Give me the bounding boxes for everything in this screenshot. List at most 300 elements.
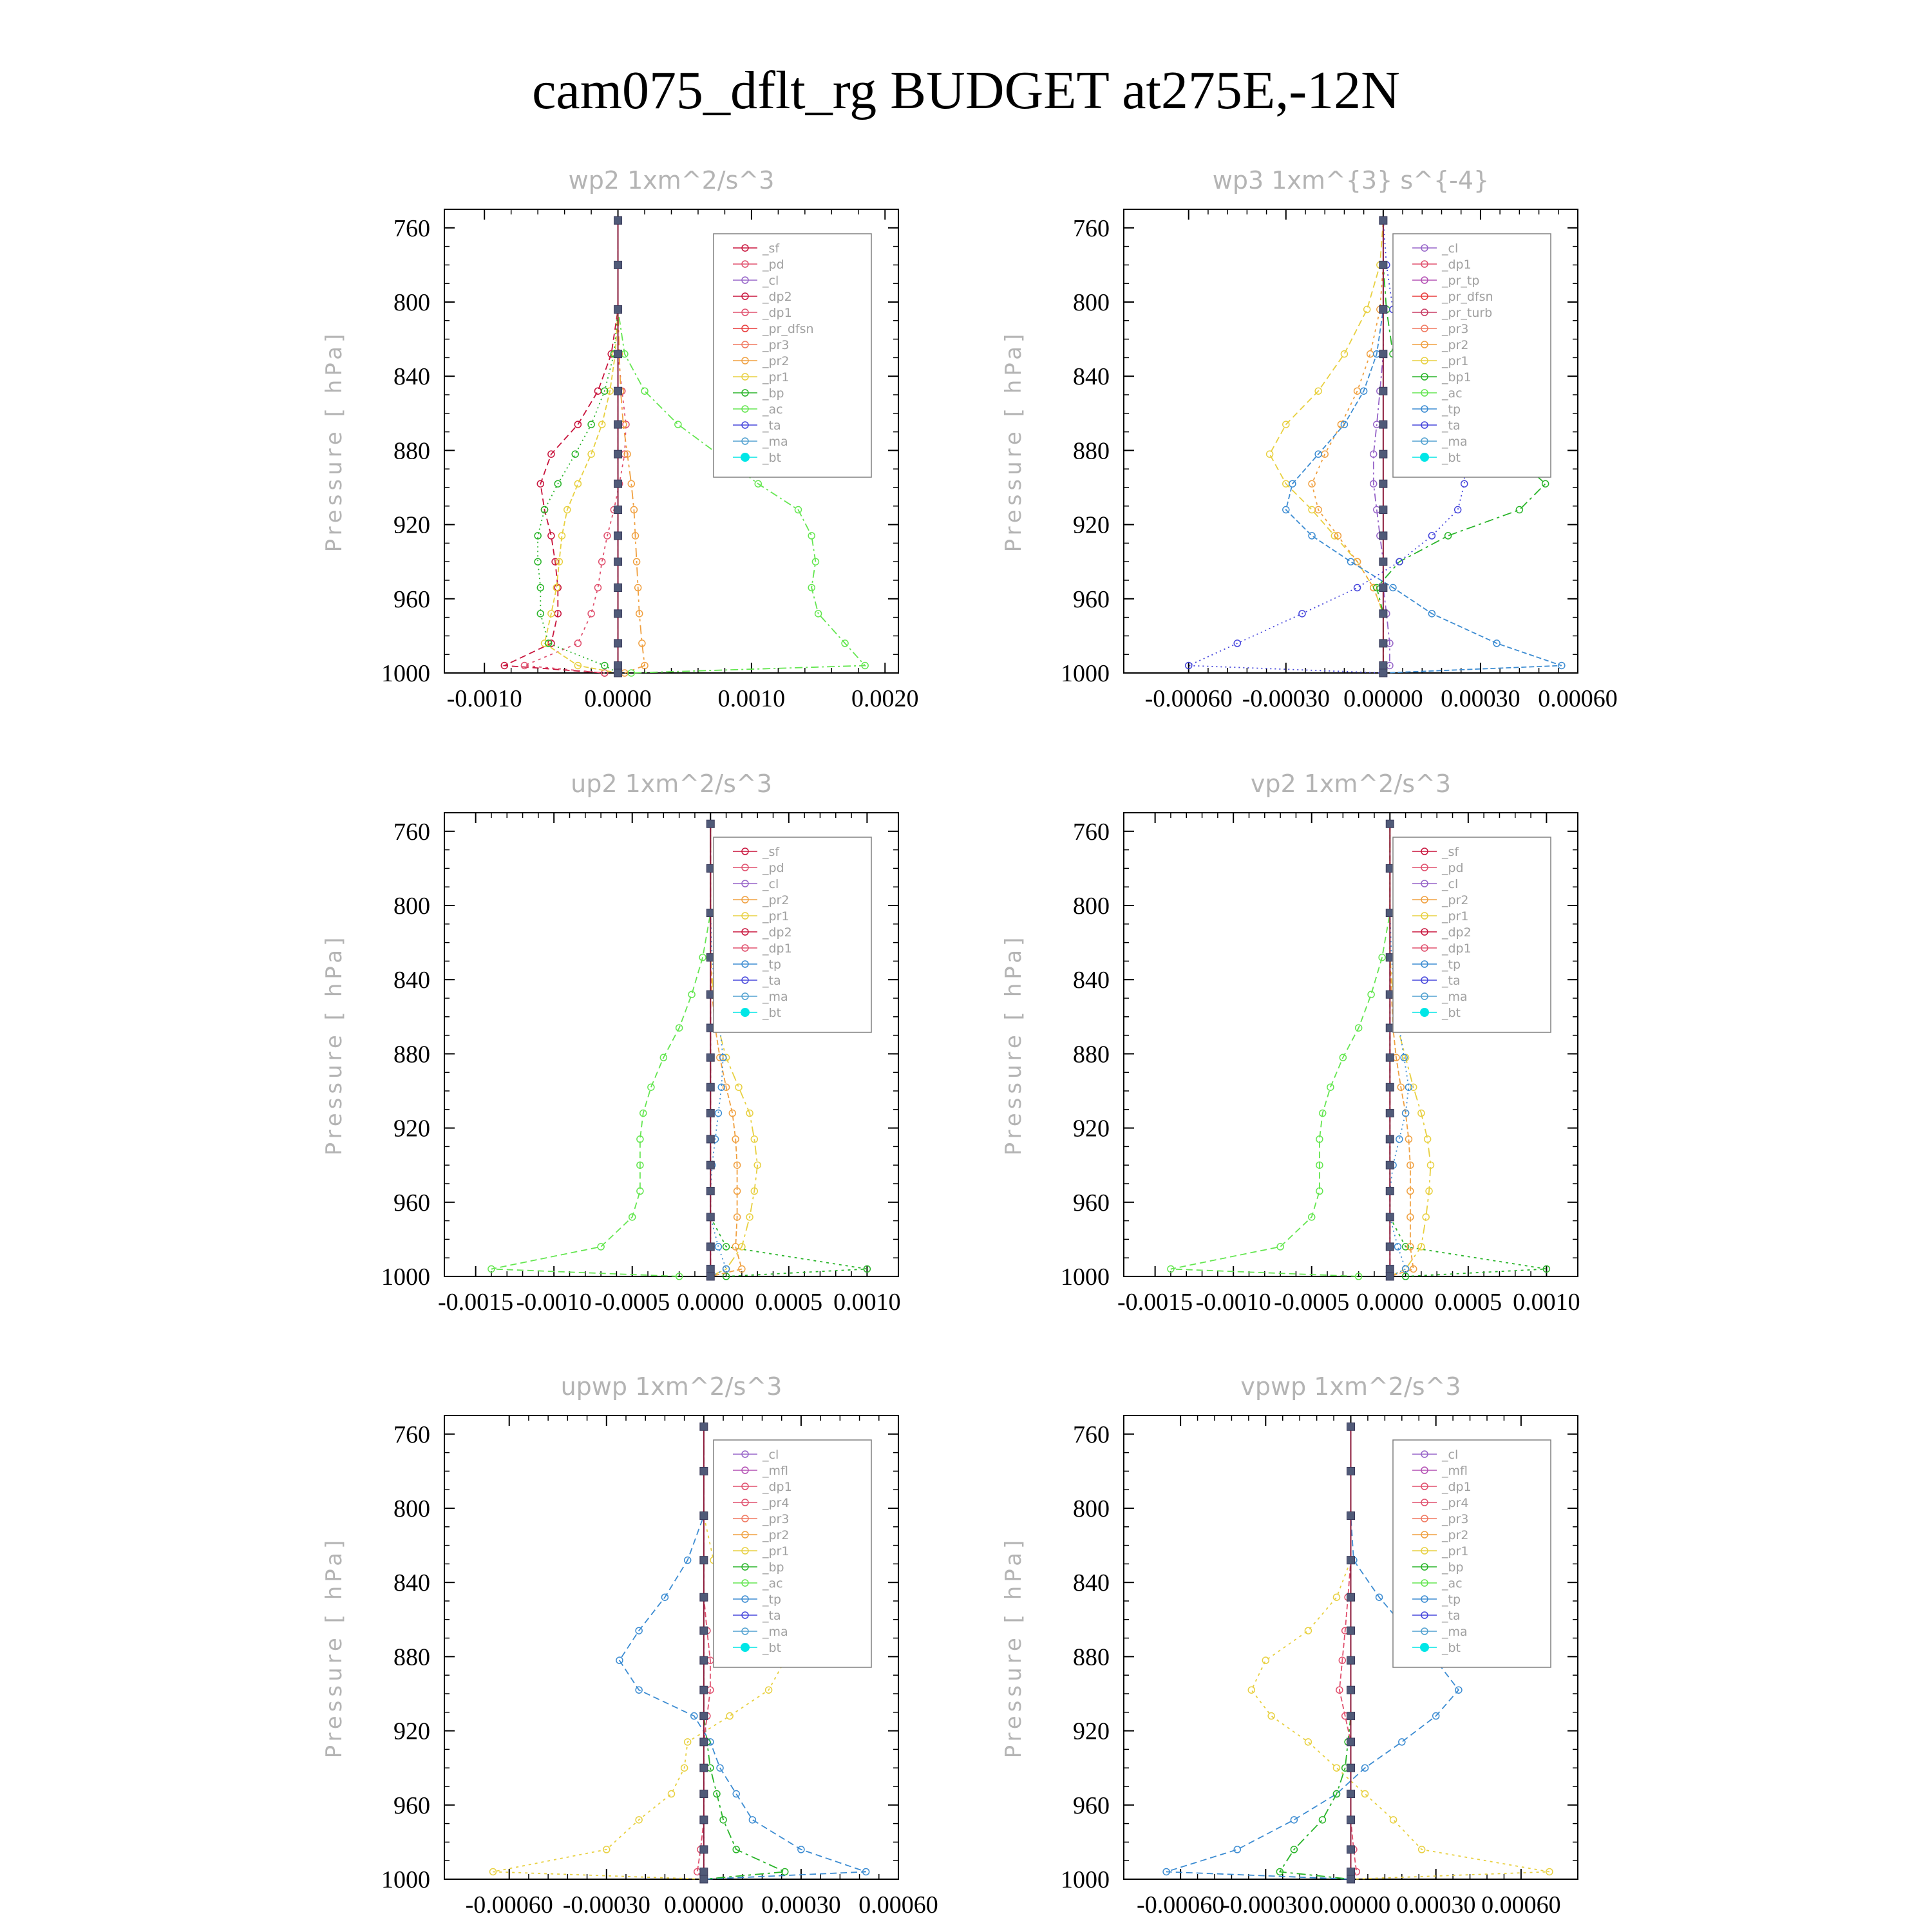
series-line-pr1 (1270, 220, 1383, 673)
y-tick-label: 920 (393, 1718, 430, 1745)
zero-profile-marker (1379, 558, 1387, 565)
x-tick-label: 0.0000 (677, 1289, 744, 1316)
data-point (733, 1791, 739, 1797)
x-tick-label: 0.00000 (664, 1891, 744, 1918)
zero-profile-marker (700, 1764, 708, 1772)
panel-title: wp2 1xm^2/s^3 (568, 166, 775, 194)
zero-profile-marker (700, 1816, 708, 1824)
series-line-dp1 (524, 220, 626, 673)
chart-panel-4 (1001, 770, 1580, 1316)
zero-profile-marker (1386, 1265, 1394, 1273)
legend-entry: _cl (762, 1448, 779, 1462)
zero-profile-marker (614, 558, 622, 565)
zero-profile-marker (1347, 1512, 1355, 1520)
series-line-bp (1280, 1426, 1350, 1879)
zero-profile-marker (1386, 1243, 1394, 1251)
x-tick-label: 0.00060 (1481, 1891, 1561, 1918)
data-point (1390, 1817, 1397, 1823)
legend-entry: _ma (762, 990, 788, 1004)
legend-entry: _cl (1442, 242, 1459, 256)
data-point (1348, 558, 1354, 565)
x-tick-label: -0.00030 (1242, 685, 1330, 712)
x-tick-label: 0.0005 (755, 1289, 823, 1316)
y-tick-label: 840 (1073, 1569, 1110, 1597)
data-point (1461, 480, 1468, 487)
data-point (535, 558, 541, 565)
panel-title: upwp 1xm^2/s^3 (560, 1372, 782, 1401)
zero-profile-marker (706, 1110, 714, 1117)
zero-profile-marker (700, 1738, 708, 1746)
legend-entry: _sf (762, 242, 780, 256)
legend-entry: _cl (762, 274, 779, 288)
y-axis-label: Pressure [ hPa] (1001, 330, 1027, 553)
y-tick-label: 920 (1073, 1115, 1110, 1142)
zero-profile-marker (706, 1213, 714, 1221)
zero-profile-marker (700, 1467, 708, 1475)
legend-marker (741, 1008, 750, 1017)
y-tick-label: 760 (1073, 1421, 1110, 1448)
y-tick-label: 880 (1073, 1041, 1110, 1068)
legend-entry: _dp1 (762, 942, 792, 956)
legend-marker (1420, 1008, 1429, 1017)
zero-profile-marker (1347, 1764, 1355, 1772)
data-point (1394, 1244, 1401, 1250)
y-tick-label: 920 (1073, 511, 1110, 539)
data-point (1362, 1791, 1368, 1797)
y-tick-label: 760 (1073, 818, 1110, 846)
legend-entry: _tp (1442, 1593, 1461, 1607)
y-tick-label: 960 (393, 585, 430, 613)
x-tick-label: -0.0015 (438, 1289, 514, 1316)
x-tick-label: 0.0005 (1434, 1289, 1502, 1316)
legend-box (1393, 837, 1551, 1032)
legend-box (714, 837, 871, 1032)
zero-profile-marker (614, 306, 622, 314)
data-point (537, 611, 544, 617)
y-axis-label: Pressure [ hPa] (1001, 1536, 1027, 1759)
legend-entry: _pd (1442, 861, 1464, 875)
x-tick-label: -0.0005 (594, 1289, 670, 1316)
y-tick-label: 760 (393, 214, 430, 242)
y-tick-label: 760 (393, 818, 430, 846)
legend-entry: _bp (1442, 1560, 1464, 1575)
y-tick-label: 1000 (381, 1866, 430, 1893)
zero-profile-marker (614, 421, 622, 428)
x-tick-label: -0.0010 (516, 1289, 592, 1316)
legend-entry: _ma (762, 435, 788, 449)
legend-entry: _ac (762, 402, 783, 417)
zero-profile-marker (700, 1868, 708, 1875)
y-tick-label: 800 (393, 1495, 430, 1522)
zero-profile-marker (1379, 216, 1387, 224)
data-point (1268, 1713, 1274, 1719)
y-tick-label: 880 (393, 1643, 430, 1671)
data-point (1367, 351, 1374, 357)
x-tick-label: 0.0010 (717, 685, 786, 712)
zero-profile-marker (1347, 1423, 1355, 1430)
y-axis-label: Pressure [ hPa] (321, 330, 347, 553)
legend-entry: _pr4 (1442, 1496, 1469, 1510)
legend-entry: _cl (762, 877, 779, 891)
legend-entry: _mfl (1442, 1464, 1468, 1478)
y-tick-label: 800 (393, 289, 430, 316)
legend-entry: _pr1 (1442, 1544, 1469, 1558)
legend-entry: _ac (1442, 386, 1463, 401)
data-point (1364, 307, 1370, 313)
zero-profile-marker (614, 639, 622, 647)
legend-entry: _pr2 (762, 354, 790, 368)
data-point (1309, 507, 1315, 513)
zero-profile-marker (1379, 306, 1387, 314)
legend-entry: _dp2 (762, 925, 792, 940)
data-point (641, 388, 648, 394)
legend-entry: _pr_turb (1442, 306, 1493, 320)
x-tick-label: -0.0010 (446, 685, 522, 712)
zero-profile-marker (1347, 1738, 1355, 1746)
chart-panel-6 (1001, 1372, 1578, 1918)
zero-profile-marker (706, 1265, 714, 1273)
y-tick-label: 920 (393, 1115, 430, 1142)
legend-entry: _ta (1442, 419, 1461, 433)
legend-entry: _dp1 (762, 1480, 792, 1494)
zero-profile-marker (706, 820, 714, 828)
zero-profile-marker (706, 1083, 714, 1091)
legend-entry: _pr2 (762, 893, 790, 907)
y-tick-label: 960 (1073, 1792, 1110, 1819)
data-point (1248, 1687, 1255, 1693)
zero-profile-marker (614, 584, 622, 592)
legend-entry: _cl (1442, 1448, 1459, 1462)
chart-panel-5 (321, 1372, 938, 1918)
y-axis-label: Pressure [ hPa] (321, 933, 347, 1156)
x-tick-label: -0.0015 (1117, 1289, 1193, 1316)
data-point (1403, 1265, 1409, 1272)
y-tick-label: 840 (1073, 967, 1110, 994)
y-tick-label: 840 (1073, 363, 1110, 391)
zero-profile-marker (1347, 1467, 1355, 1475)
zero-profile-marker (1347, 1593, 1355, 1601)
x-tick-label: 0.00000 (1343, 685, 1423, 712)
zero-profile-marker (700, 1423, 708, 1430)
zero-profile-marker (1379, 639, 1387, 647)
x-tick-label: 0.00060 (1538, 685, 1618, 712)
y-tick-label: 960 (1073, 1189, 1110, 1217)
panel-title: vpwp 1xm^2/s^3 (1240, 1372, 1461, 1401)
y-tick-label: 800 (1073, 1495, 1110, 1522)
zero-profile-marker (706, 1161, 714, 1169)
data-point (1396, 1136, 1403, 1142)
legend-entry: _pr2 (762, 1528, 790, 1542)
data-point (1291, 1817, 1297, 1823)
zero-profile-marker (700, 1656, 708, 1664)
panel-title: up2 1xm^2/s^3 (571, 770, 772, 798)
panel-title: wp3 1xm^{3} s^{-4} (1212, 166, 1490, 194)
chart-panel-3 (321, 770, 901, 1316)
legend-entry: _pr3 (762, 1512, 790, 1526)
zero-profile-marker (1347, 1816, 1355, 1824)
legend-entry: _bp1 (1442, 370, 1472, 384)
zero-profile-marker (700, 1712, 708, 1720)
x-tick-label: 0.00030 (761, 1891, 841, 1918)
data-point (715, 1110, 721, 1117)
data-point (668, 1791, 675, 1797)
zero-profile-marker (614, 350, 622, 358)
legend-entry: _pr1 (762, 1544, 790, 1558)
data-point (1455, 507, 1461, 513)
y-axis-label: Pressure [ hPa] (321, 1536, 347, 1759)
data-point (1516, 507, 1522, 513)
zero-profile-marker (614, 661, 622, 669)
series-line-bp (538, 220, 618, 673)
zero-profile-marker (614, 532, 622, 540)
y-tick-label: 760 (393, 1421, 430, 1448)
zero-profile-marker (1379, 506, 1387, 514)
zero-profile-marker (1386, 1273, 1394, 1280)
zero-profile-marker (700, 1593, 708, 1601)
y-tick-label: 760 (1073, 214, 1110, 242)
chart-panel-2 (1001, 166, 1618, 712)
y-tick-label: 880 (393, 437, 430, 465)
legend-entry: _bt (762, 451, 782, 465)
zero-profile-marker (1379, 387, 1387, 395)
legend-marker (1420, 1643, 1429, 1652)
x-tick-label: -0.0005 (1274, 1289, 1350, 1316)
data-point (1305, 1627, 1311, 1634)
legend-entry: _pr_dfsn (762, 322, 814, 336)
data-point (574, 480, 581, 487)
x-tick-label: 0.0000 (1356, 1289, 1424, 1316)
zero-profile-marker (700, 1557, 708, 1564)
legend-box (1393, 1440, 1551, 1667)
legend-marker (741, 453, 750, 462)
legend-entry: _tp (762, 958, 782, 972)
x-tick-label: 0.0020 (851, 685, 919, 712)
legend-marker (1420, 453, 1429, 462)
y-tick-label: 960 (1073, 585, 1110, 613)
zero-profile-marker (706, 1188, 714, 1195)
data-point (1277, 1244, 1283, 1250)
y-tick-label: 880 (1073, 1643, 1110, 1671)
legend-entry: _ta (1442, 1609, 1461, 1623)
y-axis-label: Pressure [ hPa] (1001, 933, 1027, 1156)
zero-profile-marker (1379, 421, 1387, 428)
data-point (735, 1084, 742, 1090)
zero-profile-marker (1347, 1656, 1355, 1664)
data-point (1341, 351, 1347, 357)
legend-entry: _pr1 (1442, 354, 1469, 368)
panel-title: vp2 1xm^2/s^3 (1250, 770, 1452, 798)
zero-profile-marker (1386, 1135, 1394, 1143)
series-line-pr1 (545, 220, 618, 673)
legend-entry: _pr3 (1442, 1512, 1469, 1526)
zero-profile-marker (1386, 1110, 1394, 1117)
legend-entry: _dp1 (1442, 258, 1472, 272)
zero-profile-marker (614, 669, 622, 677)
legend-entry: _ta (762, 974, 781, 988)
x-tick-label: 0.0010 (833, 1289, 901, 1316)
zero-profile-marker (1379, 480, 1387, 488)
legend-entry: _pd (762, 861, 784, 875)
data-point (598, 1244, 604, 1250)
zero-profile-marker (1386, 1213, 1394, 1221)
legend-entry: _ac (762, 1577, 783, 1591)
y-tick-label: 1000 (1061, 660, 1110, 687)
legend-entry: _bt (1442, 451, 1461, 465)
zero-profile-marker (700, 1875, 708, 1883)
legend-entry: _tp (1442, 958, 1461, 972)
zero-profile-marker (1386, 820, 1394, 828)
series-line-pr2 (1312, 220, 1383, 673)
zero-profile-marker (1347, 1790, 1355, 1798)
y-tick-label: 800 (1073, 893, 1110, 920)
y-tick-label: 920 (393, 511, 430, 539)
x-tick-label: 0.00000 (1311, 1891, 1391, 1918)
zero-profile-marker (700, 1686, 708, 1694)
legend-entry: _pr1 (1442, 909, 1469, 923)
y-tick-label: 920 (1073, 1718, 1110, 1745)
zero-profile-marker (1386, 1054, 1394, 1061)
legend-entry: _pr3 (1442, 322, 1469, 336)
zero-profile-marker (614, 387, 622, 395)
series-line-dp1 (1171, 824, 1390, 1276)
data-point (1234, 1846, 1240, 1853)
zero-profile-marker (1379, 661, 1387, 669)
y-tick-label: 800 (393, 893, 430, 920)
y-tick-label: 880 (393, 1041, 430, 1068)
y-tick-label: 1000 (1061, 1264, 1110, 1291)
zero-profile-marker (1379, 261, 1387, 269)
zero-profile-marker (1347, 1846, 1355, 1853)
legend-entry: _pr3 (762, 338, 790, 352)
zero-profile-marker (614, 450, 622, 458)
zero-profile-marker (706, 1135, 714, 1143)
data-point (572, 451, 578, 457)
y-tick-label: 880 (1073, 437, 1110, 465)
figure-title: cam075_dflt_rg BUDGET at275E,-12N (532, 61, 1400, 120)
data-point (594, 388, 601, 394)
legend-entry: _bp (762, 386, 784, 401)
y-tick-label: 800 (1073, 289, 1110, 316)
zero-profile-marker (1347, 1627, 1355, 1634)
chart-panel-1 (321, 166, 919, 712)
data-point (1399, 1739, 1405, 1745)
data-point (1319, 1817, 1325, 1823)
series-line-pr2 (618, 220, 645, 673)
legend-entry: _bt (762, 1006, 782, 1020)
zero-profile-marker (1379, 350, 1387, 358)
zero-profile-marker (1379, 532, 1387, 540)
data-point (1333, 1594, 1340, 1600)
zero-profile-marker (1347, 1875, 1355, 1883)
data-point (808, 533, 815, 539)
legend-entry: _tp (762, 1593, 782, 1607)
zero-profile-marker (614, 216, 622, 224)
legend-entry: _tp (1442, 402, 1461, 417)
legend-entry: _pd (762, 258, 784, 272)
data-point (688, 991, 695, 998)
zero-profile-marker (1347, 1868, 1355, 1875)
x-tick-label: -0.00060 (465, 1891, 553, 1918)
x-tick-label: -0.00060 (1137, 1891, 1225, 1918)
y-tick-label: 840 (393, 1569, 430, 1597)
data-point (1262, 1657, 1269, 1663)
y-tick-label: 1000 (381, 660, 430, 687)
zero-profile-marker (706, 1054, 714, 1061)
legend-entry: _bp (762, 1560, 784, 1575)
legend-entry: _pr4 (762, 1496, 790, 1510)
zero-profile-marker (614, 261, 622, 269)
zero-profile-marker (706, 1243, 714, 1251)
zero-profile-marker (1379, 669, 1387, 677)
x-tick-label: -0.0010 (1195, 1289, 1271, 1316)
data-point (574, 640, 581, 647)
legend-entry: _ma (762, 1625, 788, 1639)
y-tick-label: 960 (393, 1792, 430, 1819)
series-line-dp2 (504, 220, 618, 673)
legend-entry: _dp2 (1442, 925, 1472, 940)
legend-entry: _pr_tp (1442, 274, 1480, 288)
x-tick-label: 0.00030 (1396, 1891, 1476, 1918)
zero-profile-marker (614, 506, 622, 514)
legend-entry: _dp1 (1442, 942, 1472, 956)
data-point (1368, 991, 1374, 998)
data-point (1428, 533, 1435, 539)
zero-profile-marker (700, 1790, 708, 1798)
zero-profile-marker (1379, 610, 1387, 618)
legend-entry: _dp2 (762, 290, 792, 304)
data-point (1305, 1739, 1311, 1745)
legend-entry: _dp1 (762, 306, 792, 320)
data-point (1354, 585, 1361, 591)
x-tick-label: 0.00060 (858, 1891, 938, 1918)
x-tick-label: 0.0000 (584, 685, 652, 712)
data-point (715, 1244, 721, 1250)
x-tick-label: 0.00030 (1441, 685, 1520, 712)
zero-profile-marker (700, 1846, 708, 1853)
zero-profile-marker (700, 1512, 708, 1520)
series-line-pr4 (1340, 1426, 1356, 1879)
data-point (726, 1713, 733, 1719)
zero-profile-marker (1347, 1557, 1355, 1564)
zero-profile-marker (1386, 1083, 1394, 1091)
x-tick-label: -0.00030 (562, 1891, 650, 1918)
zero-profile-marker (1347, 1686, 1355, 1694)
zero-profile-marker (700, 1627, 708, 1634)
zero-profile-marker (614, 480, 622, 488)
legend-entry: _cl (1442, 877, 1459, 891)
data-point (1267, 451, 1273, 457)
legend-entry: _bt (762, 1641, 782, 1655)
legend-entry: _ta (1442, 974, 1461, 988)
data-point (675, 421, 681, 428)
legend-entry: _ma (1442, 435, 1468, 449)
legend-box (714, 1440, 871, 1667)
zero-profile-marker (1347, 1712, 1355, 1720)
legend-entry: _sf (762, 845, 780, 859)
legend-entry: _pr1 (762, 370, 790, 384)
legend-entry: _pr_dfsn (1442, 290, 1493, 304)
zero-profile-marker (1386, 1188, 1394, 1195)
x-tick-label: 0.0010 (1513, 1289, 1580, 1316)
legend-entry: _ac (1442, 1577, 1463, 1591)
data-point (1309, 533, 1315, 539)
y-tick-label: 840 (393, 363, 430, 391)
zero-profile-marker (706, 1273, 714, 1280)
data-point (1445, 533, 1452, 539)
legend-entry: _ta (762, 419, 781, 433)
data-point (1333, 1765, 1340, 1771)
zero-profile-marker (1386, 1161, 1394, 1169)
